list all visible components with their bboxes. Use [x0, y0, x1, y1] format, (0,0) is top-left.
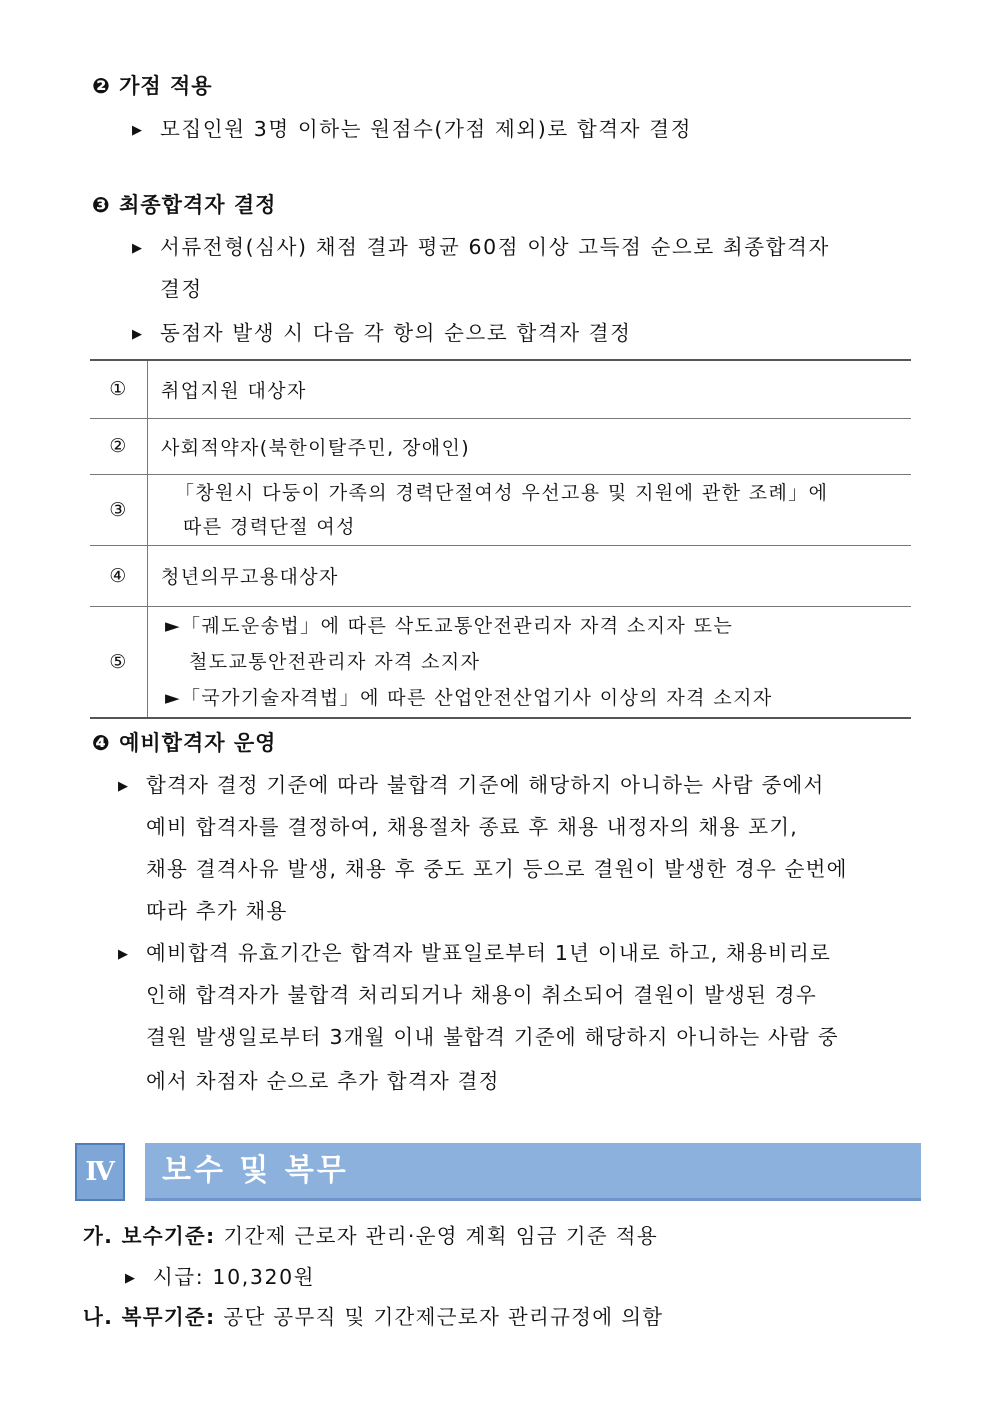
row-number: ②	[90, 418, 148, 474]
circled-4-icon: ❹	[92, 731, 111, 755]
final-bullet-1: ▶ 서류전형(심사) 채점 결과 평균 60점 이상 고득점 순으로 최종합격자	[132, 235, 830, 259]
row-text: 청년의무고용대상자	[148, 545, 912, 606]
reserve-bullet-2-line: 에서 차점자 순으로 추가 합격자 결정	[146, 1069, 500, 1093]
table-row	[90, 545, 911, 606]
tiebreak-table	[90, 359, 911, 719]
heading-reserve	[92, 727, 276, 757]
row-text: ►「궤도운송법」에 따른 삭도교통안전관리자 자격 소지자 또는 철도교통안전관리자 자격 소지자 ►「국가기술자격법」에 따른 산업안전산업기사 이상의 자격 소지자	[148, 606, 912, 718]
final-bullet-1-cont: 결정	[160, 277, 203, 301]
row-number: ③	[90, 474, 148, 545]
triangle-right-icon: ▶	[118, 779, 130, 794]
reserve-bullet-2: ▶ 예비합격 유효기간은 합격자 발표일로부터 1년 이내로 하고, 채용비리로	[118, 941, 832, 965]
triangle-right-icon: ▶	[132, 123, 144, 138]
triangle-right-icon: ▶	[118, 947, 130, 962]
bonus-bullet: ▶ 모집인원 3명 이하는 원점수(가점 제외)로 합격자 결정	[132, 117, 692, 141]
service-standard	[83, 1300, 663, 1330]
service-standard-text: 공단 공무직 및 기간제근로자 관리규정에 의함	[223, 1305, 664, 1329]
triangle-right-icon: ▶	[132, 327, 144, 342]
row-number: ①	[90, 360, 148, 418]
heading-reserve-title: 예비합격자 운영	[119, 731, 277, 755]
pay-standard-text: 기간제 근로자 관리·운영 계획 임금 기준 적용	[223, 1224, 658, 1248]
heading-final-title: 최종합격자 결정	[119, 193, 277, 217]
row-number: ④	[90, 545, 148, 606]
table-row	[90, 360, 911, 418]
table-row	[90, 474, 911, 545]
reserve-bullet-1-line: 예비 합격자를 결정하여, 채용절차 종료 후 채용 내정자의 채용 포기,	[146, 815, 798, 839]
section-title-bar	[145, 1143, 921, 1201]
pay-standard	[83, 1219, 658, 1249]
reserve-bullet-2-line: 결원 발생일로부터 3개월 이내 불합격 기준에 해당하지 아니하는 사람 중	[146, 1025, 839, 1049]
heading-bonus-title: 가점 적용	[119, 74, 213, 98]
section-title: 보수 및 복무	[162, 1153, 349, 1188]
service-standard-label: 나. 복무기준:	[83, 1305, 216, 1329]
row-text: 사회적약자(북한이탈주민, 장애인)	[148, 418, 912, 474]
row-text: 취업지원 대상자	[148, 360, 912, 418]
table-row	[90, 606, 911, 718]
reserve-bullet-1-line: 채용 결격사유 발생, 채용 후 중도 포기 등으로 결원이 발생한 경우 순번에	[146, 857, 848, 881]
heading-final	[92, 189, 276, 219]
pay-standard-label: 가. 보수기준:	[83, 1224, 216, 1248]
table-row	[90, 418, 911, 474]
final-bullet-2: ▶ 동점자 발생 시 다음 각 항의 순으로 합격자 결정	[132, 321, 632, 345]
wage-line: ▶ 시급: 10,320원	[125, 1265, 316, 1289]
triangle-right-icon: ▶	[125, 1271, 137, 1286]
circled-3-icon: ❸	[92, 193, 111, 217]
row-text: 「창원시 다둥이 가족의 경력단절여성 우선고용 및 지원에 관한 조례」에 따른 경력단절 여성	[148, 474, 912, 545]
triangle-right-icon: ▶	[132, 241, 144, 256]
reserve-bullet-1: ▶ 합격자 결정 기준에 따라 불합격 기준에 해당하지 아니하는 사람 중에서	[118, 773, 825, 797]
circled-2-icon: ❷	[92, 74, 111, 98]
heading-bonus	[92, 70, 213, 100]
row-number: ⑤	[90, 606, 148, 718]
reserve-bullet-1-line: 따라 추가 채용	[146, 899, 288, 923]
reserve-bullet-2-line: 인해 합격자가 불합격 처리되거나 채용이 취소되어 결원이 발생된 경우	[146, 983, 817, 1007]
section-numeral-box: Ⅳ	[75, 1143, 125, 1201]
